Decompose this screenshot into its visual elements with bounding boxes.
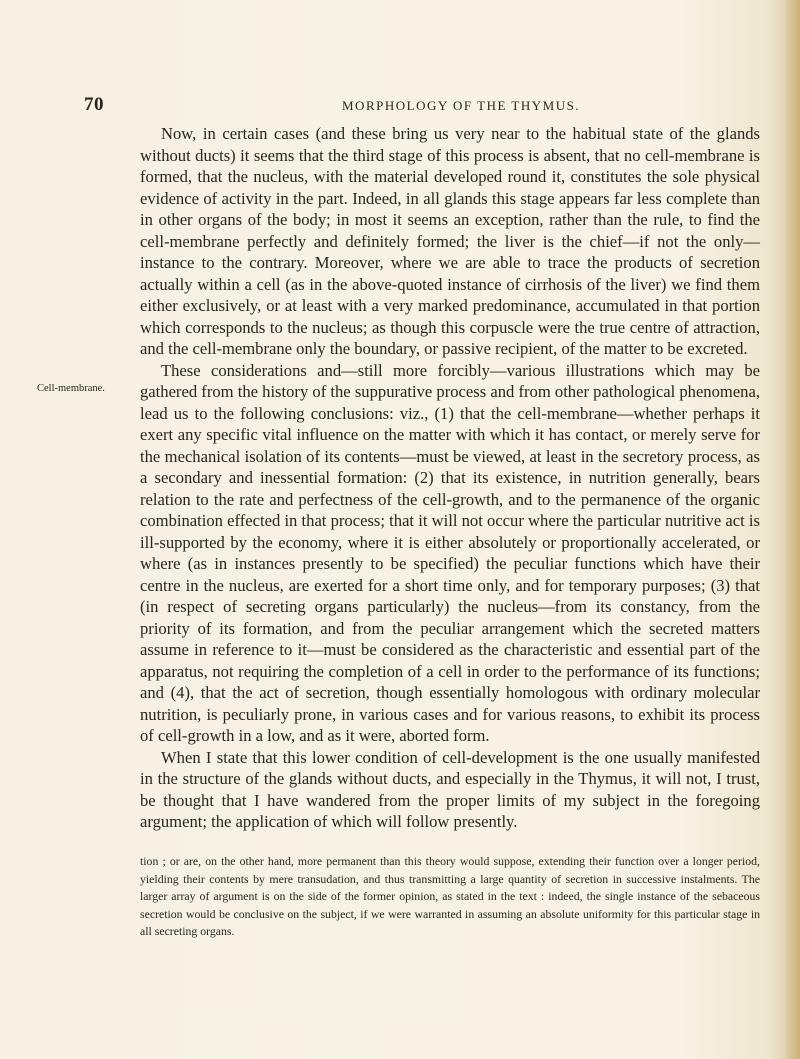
margin-note-cell-membrane: Cell-membrane. <box>37 383 105 394</box>
paragraph-3: When I state that this lower condition of cell-development is the one usually manifested in the structure of the glands without ducts, and especially in the Thymus, it will not, I trust, be thought that I have wandered from the proper limits of my subject in the foregoing argument; the application of which will follow presently. <box>140 747 760 831</box>
paragraph-1: Now, in certain cases (and these bring us very near to the habitual state of the glands without ducts) it seems that the third stage of this process is absent, that no cell-membrane is formed, that the nucleus, with the material developed round it, constitutes the sole physical evidence of activity in the part. Indeed, in all glands this stage appears far less complete than in other organs of the body; in most it seems an exception, rather than the rule, to find the cell-membrane perfectly and definitely formed; the liver is the chief—if not the only—instance to the contrary. Moreover, where we are able to trace the products of secretion actually within a cell (as in the above-quoted instance of cirrhosis of the liver) we find them either exclusively, or at least with a very marked predominance, accumulated in that portion which corresponds to the nucleus; as though this corpuscle were the true centre of attraction, and the cell-membrane only the boundary, or passive recipient, of the matter to be excreted. <box>140 124 760 358</box>
running-title: MORPHOLOGY OF THE THYMUS. <box>342 98 581 113</box>
paragraph-2: These considerations and—still more forcibly—various illustrations which may be gathered from the history of the suppurative process and from other pathological phenomena, lead us to the following conclusions: viz., (1) that the cell-membrane—whether perhaps it exert any specific vital influence on the matter with which it has contact, or merely serve for the mechanical isolation of its contents—must be viewed, at least in the secretory process, as a secondary and inessential formation: (2) that its existence, in nutrition generally, bears relation to the rate and perfectness of the cell-growth, and to the permanence of the organic combination effected in that process; that it will not occur where the particular nutritive act is ill-supported by the economy, where it is either absolutely or proportionally accelerated, or where (as in instances presently to be specified) the peculiar functions which have their centre in the nucleus, are exerted for a short time only, and for temporary purposes; (3) that (in respect of secreting organs particularly) the nucleus—from its constancy, from the priority of its formation, and from the peculiar arrangement which the secreted matters assume in reference to it—must be considered as the characteristic and essential part of the apparatus, not requiring the completion of a cell in order to the performance of its functions; and (4), that the act of secretion, though essentially homologous with ordinary molecular nutrition, is peculiarly prone, in various cases and for various reasons, to exhibit its process of cell-growth in a low, and as it were, aborted form. <box>140 360 760 745</box>
page-edge-shadow <box>786 0 800 1059</box>
footnote: tion ; or are, on the other hand, more permanent than this theory would suppose, extending their function over a longer period, yielding their contents by mere transudation, and thus transmitting a large quantity of secretion in successive instalments. The larger array of argument is on the side of the former opinion, as stated in the text : indeed, the single instance of the sebaceous secretion would be conclusive on the subject, if we were warranted in assuming an absolute uniformity for this particular stage in all secreting organs. <box>140 854 760 938</box>
body-text <box>140 123 760 833</box>
page-number: 70 <box>84 94 104 115</box>
